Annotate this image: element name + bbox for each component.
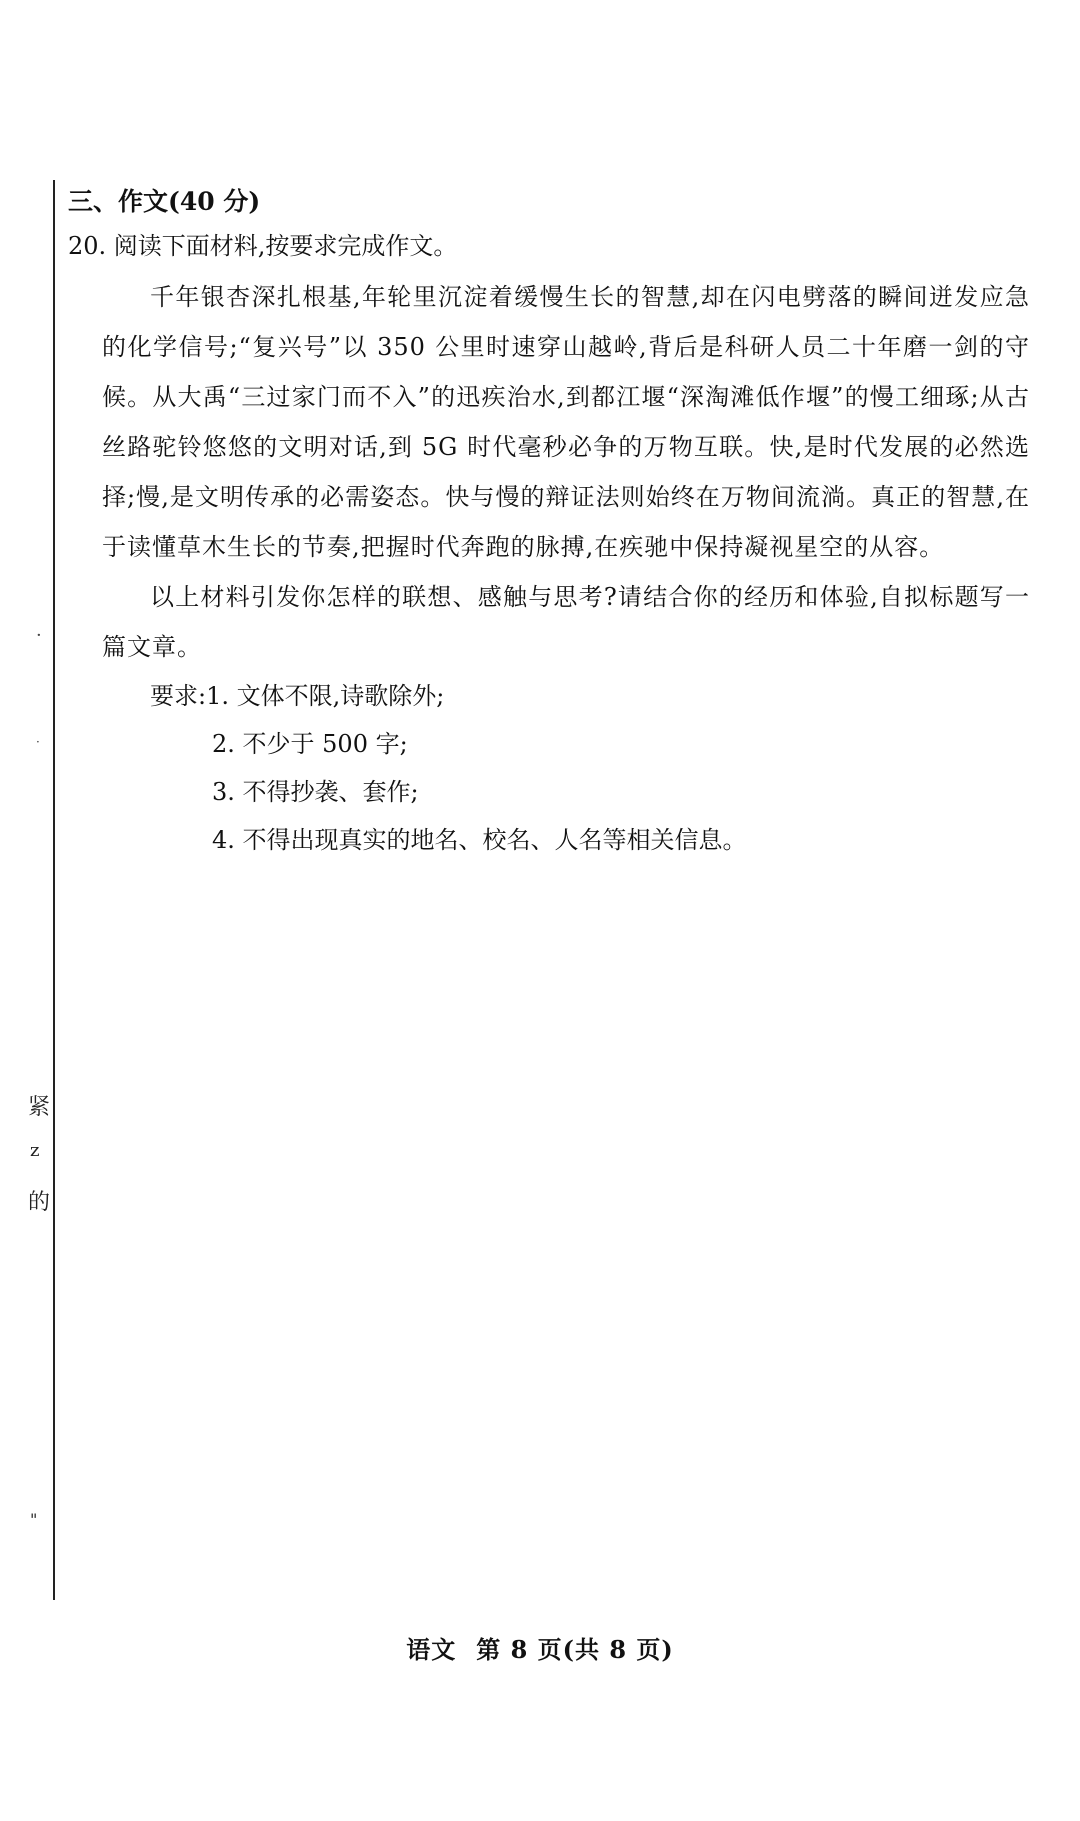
footer-page-number: 第 8 页(共 8 页) [476, 1635, 674, 1664]
binding-margin-line [53, 180, 55, 1600]
requirement-item [68, 672, 1030, 720]
margin-mark: z [30, 1140, 40, 1161]
requirement-text: 1. 文体不限,诗歌除外; [206, 682, 445, 710]
requirements-list [68, 672, 1030, 864]
margin-mark: 的 [28, 1190, 51, 1215]
essay-instruction: 以上材料引发你怎样的联想、感触与思考?请结合你的经历和体验,自拟标题写一篇文章。 [102, 583, 1030, 661]
question-prompt: 20. 阅读下面材料,按要求完成作文。 [68, 232, 458, 260]
footer-subject: 语文 [406, 1635, 457, 1664]
section-title: 三、作文(40 分) [68, 187, 261, 216]
margin-mark: " [30, 1510, 38, 1529]
margin-mark: · [36, 625, 42, 646]
margin-mark: · [36, 735, 40, 749]
margin-mark: 紧 [28, 1095, 51, 1120]
requirements-label: 要求: [150, 682, 207, 710]
exam-content [68, 180, 1030, 864]
essay-material: 千年银杏深扎根基,年轮里沉淀着缓慢生长的智慧,却在闪电劈落的瞬间迸发应急的化学信号;“复兴号”以 350 公里时速穿山越岭,背后是科研人员二十年磨一剑的守候。从大禹“三过家门而不入”的迅疾治水,到都江堰“深淘滩低作堰”的慢工细琢;从古丝路驼铃悠悠的文明对话,到 5G 时代毫秒必争的万物互联。快,是时代发展的必然选择;慢,是文明传承的必需姿态。快与慢的辩证法则始终在万物间流淌。真正的智慧,在于读懂草木生长的节奏,把握时代奔跑的脉搏,在疾驰中保持凝视星空的从容。 [102, 283, 1030, 561]
requirement-item: 2. 不少于 500 字; [212, 730, 408, 758]
requirement-item: 4. 不得出现真实的地名、校名、人名等相关信息。 [212, 826, 747, 854]
requirement-item: 3. 不得抄袭、套作; [212, 778, 419, 806]
page-footer [0, 1630, 1080, 1665]
